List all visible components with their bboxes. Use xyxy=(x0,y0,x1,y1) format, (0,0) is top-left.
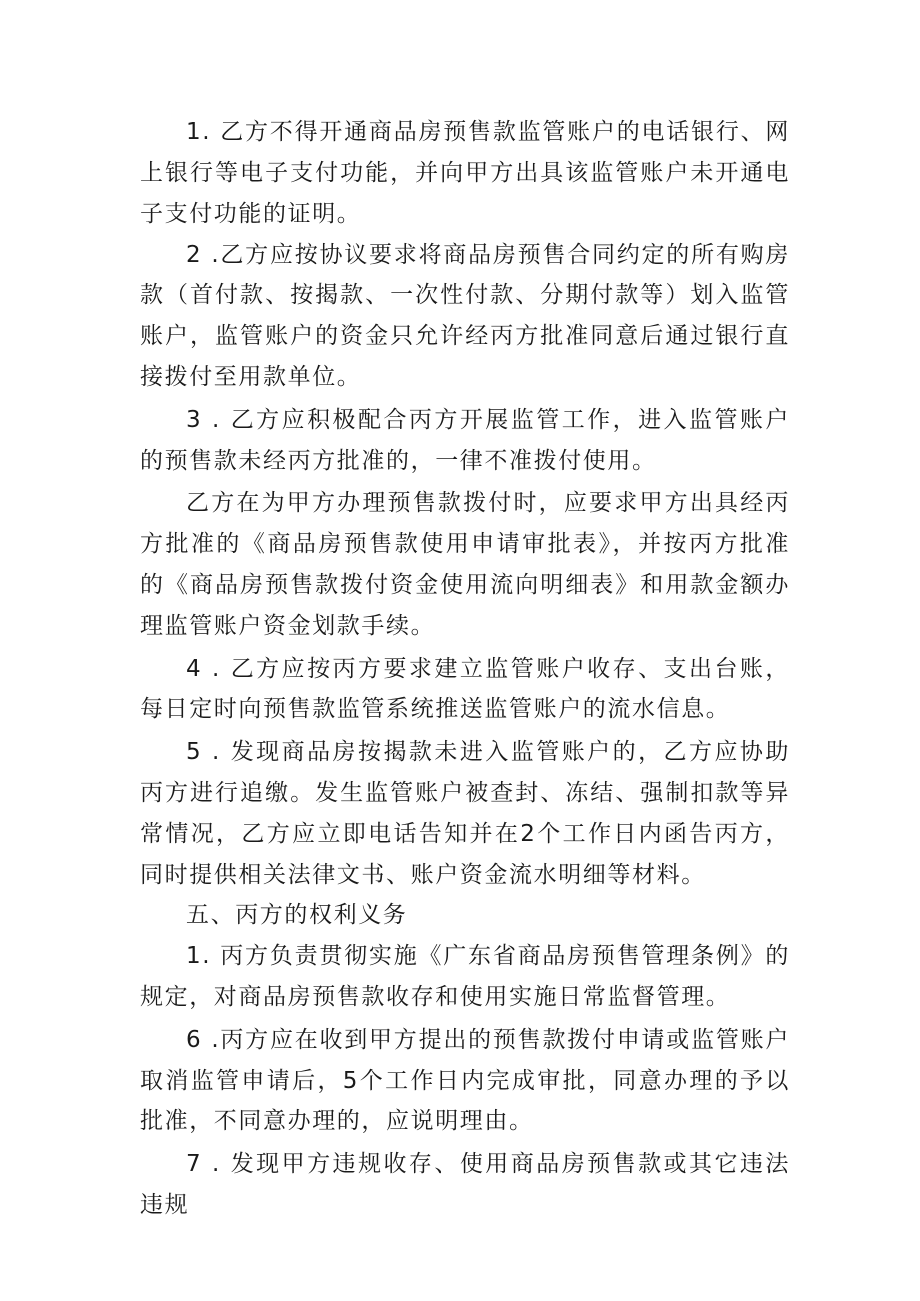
paragraph-5: 4 . 乙方应按丙方要求建立监管账户收存、支出台账，每日定时向预售款监管系统推送监管账户的流水信息。 xyxy=(140,655,790,723)
paragraph-8: 6 .丙方应在收到甲方提出的预售款拨付申请或监管账户取消监管申请后，5个工作日内完成审批，同意办理的予以批准，不同意办理的，应说明理由。 xyxy=(140,1026,790,1135)
section-heading-5: 五、丙方的权利义务 xyxy=(186,902,408,929)
paragraph-6: 5 . 发现商品房按揭款未进入监管账户的，乙方应协助丙方进行追缴。发生监管账户被查封、冻结、强制扣款等异常情况，乙方应立即电话告知并在2个工作日内函告丙方，同时提供相关法律文书、账户资金流水明细等材料。 xyxy=(140,739,790,888)
document-body xyxy=(140,112,790,1226)
paragraph-4: 乙方在为甲方办理预售款拨付时，应要求甲方出具经丙方批准的《商品房预售款使用申请审批表》，并按丙方批准的《商品房预售款拨付资金使用流向明细表》和用款金额办理监管账户资金划款手续。 xyxy=(140,490,790,639)
paragraph-3: 3 . 乙方应积极配合丙方开展监管工作，进入监管账户的预售款未经丙方批准的，一律不准拨付使用。 xyxy=(140,406,790,474)
paragraph-1: 1. 乙方不得开通商品房预售款监管账户的电话银行、网上银行等电子支付功能，并向甲方出具该监管账户未开通电子支付功能的证明。 xyxy=(140,119,790,227)
paragraph-9: 7 . 发现甲方违规收存、使用商品房预售款或其它违法违规 xyxy=(140,1151,790,1218)
paragraph-2: 2 .乙方应按协议要求将商品房预售合同约定的所有购房款（首付款、按揭款、一次性付款、分期付款等）划入监管账户，监管账户的资金只允许经丙方批准同意后通过银行直接拨付至用款单位。 xyxy=(140,241,790,390)
paragraph-7: 1. 丙方负责贯彻实施《广东省商品房预售管理条例》的规定，对商品房预售款收存和使用实施日常监督管理。 xyxy=(140,943,790,1010)
